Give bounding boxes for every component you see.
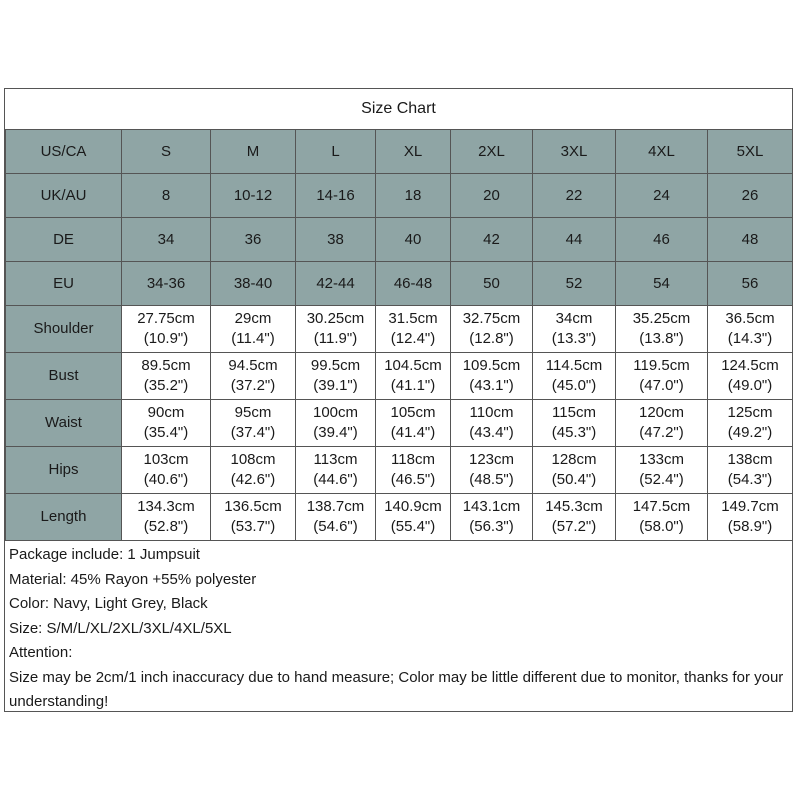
- measurement-row: [6, 306, 793, 353]
- row-label: DE: [6, 218, 122, 262]
- inch-value: (39.4"): [313, 424, 358, 441]
- cm-value: 99.5cm: [310, 357, 361, 374]
- cm-value: 108cm: [230, 451, 276, 468]
- cm-value: 109.5cm: [462, 357, 521, 374]
- measurement-cell: [616, 400, 708, 447]
- chart-title: Size Chart: [361, 100, 436, 117]
- measurement-cell: [708, 400, 793, 447]
- inch-value: (48.5"): [469, 471, 514, 488]
- size-cell: 3XL: [533, 130, 616, 174]
- size-row: [6, 262, 793, 306]
- inch-value: (39.1"): [313, 377, 358, 394]
- cm-value: 138cm: [727, 451, 773, 468]
- cm-value: 104.5cm: [384, 357, 442, 374]
- inch-value: (43.4"): [469, 424, 514, 441]
- cm-value: 145.3cm: [545, 498, 603, 515]
- measurement-cell: [122, 447, 211, 494]
- measurement-cell: [451, 447, 533, 494]
- cm-value: 31.5cm: [388, 310, 438, 327]
- size-cell: S: [122, 130, 211, 174]
- measurement-cell: [122, 306, 211, 353]
- measurement-cell: [533, 400, 616, 447]
- inch-value: (46.5"): [390, 471, 436, 488]
- cm-value: 34cm: [555, 310, 593, 327]
- inch-value: (41.1"): [390, 377, 436, 394]
- cm-value: 27.75cm: [137, 310, 195, 327]
- measurement-cell: [296, 353, 376, 400]
- cm-value: 89.5cm: [141, 357, 191, 374]
- size-cell: 44: [533, 218, 616, 262]
- inch-value: (13.8"): [639, 330, 684, 347]
- inch-value: (11.4"): [231, 330, 275, 347]
- cm-value: 100cm: [312, 404, 359, 421]
- measurement-row: [6, 447, 793, 494]
- inch-value: (52.8"): [143, 518, 189, 535]
- size-chart-frame: [4, 88, 793, 712]
- cm-value: 120cm: [638, 404, 685, 421]
- size-cell: 54: [616, 262, 708, 306]
- cm-value: 134.3cm: [137, 498, 195, 515]
- inch-value: (41.4"): [390, 424, 436, 441]
- size-cell: 20: [451, 174, 533, 218]
- row-label: US/CA: [6, 130, 122, 174]
- measurement-cell: [616, 353, 708, 400]
- measurement-cell: [296, 447, 376, 494]
- inch-value: (10.9"): [143, 330, 189, 347]
- size-cell: 40: [376, 218, 451, 262]
- measurement-cell: [708, 353, 793, 400]
- measurement-label: Length: [6, 494, 122, 541]
- cm-value: 136.5cm: [224, 498, 282, 515]
- inch-value: (12.4"): [390, 330, 436, 347]
- cm-value: 95cm: [234, 404, 272, 421]
- measurement-cell: [211, 306, 296, 353]
- size-cell: 42-44: [296, 262, 376, 306]
- cm-value: 118cm: [391, 451, 435, 468]
- cm-value: 103cm: [143, 451, 189, 468]
- measurement-cell: [451, 353, 533, 400]
- size-cell: 42: [451, 218, 533, 262]
- measurement-cell: [211, 447, 296, 494]
- size-cell: XL: [376, 130, 451, 174]
- measurement-cell: [296, 494, 376, 541]
- size-cell: 48: [708, 218, 793, 262]
- cm-value: 124.5cm: [721, 357, 779, 374]
- inch-value: (54.3"): [727, 471, 773, 488]
- measurement-cell: [122, 494, 211, 541]
- cm-value: 133cm: [638, 451, 685, 468]
- size-cell: 4XL: [616, 130, 708, 174]
- cm-value: 105cm: [390, 404, 436, 421]
- attention-note: Attention:: [9, 644, 73, 661]
- inch-value: (13.3"): [551, 330, 597, 347]
- measurement-cell: [376, 306, 451, 353]
- cm-value: 128cm: [551, 451, 597, 468]
- size-table: [5, 129, 793, 541]
- inch-value: (49.2"): [727, 424, 773, 441]
- inch-value: (12.8"): [469, 330, 514, 347]
- size-cell: 22: [533, 174, 616, 218]
- measurement-cell: [533, 447, 616, 494]
- inch-value: (35.4"): [143, 424, 189, 441]
- measurement-cell: [376, 400, 451, 447]
- cm-value: 35.25cm: [632, 310, 691, 327]
- inch-value: (44.6"): [313, 471, 358, 488]
- inch-value: (55.4"): [390, 518, 436, 535]
- measurement-cell: [376, 353, 451, 400]
- inch-value: (47.2"): [639, 424, 684, 441]
- measurement-cell: [211, 400, 296, 447]
- inch-value: (57.2"): [551, 518, 597, 535]
- measurement-cell: [533, 353, 616, 400]
- measurement-row: [6, 353, 793, 400]
- size-cell: 26: [708, 174, 793, 218]
- measurement-cell: [616, 306, 708, 353]
- size-cell: 50: [451, 262, 533, 306]
- inch-value: (14.3"): [727, 330, 773, 347]
- size-cell: 56: [708, 262, 793, 306]
- measurement-cell: [296, 306, 376, 353]
- measurement-cell: [616, 494, 708, 541]
- measurement-row: [6, 494, 793, 541]
- disclaimer-note: Size may be 2cm/1 inch inaccuracy due to hand measure; Color may be little different due to monitor, thanks for your understanding!: [9, 668, 784, 710]
- measurement-cell: [451, 400, 533, 447]
- cm-value: 119.5cm: [633, 357, 690, 374]
- size-row: [6, 218, 793, 262]
- material-note: Material: 45% Rayon +55% polyester: [9, 570, 257, 588]
- cm-value: 30.25cm: [306, 310, 365, 327]
- cm-value: 138.7cm: [306, 498, 365, 515]
- cm-value: 125cm: [727, 404, 773, 421]
- cm-value: 115cm: [552, 404, 596, 421]
- cm-value: 123cm: [468, 451, 515, 468]
- measurement-cell: [708, 494, 793, 541]
- measurement-label: Hips: [6, 447, 122, 494]
- color-note: Color: Navy, Light Grey, Black: [9, 595, 208, 612]
- size-cell: L: [296, 130, 376, 174]
- size-cell: 2XL: [451, 130, 533, 174]
- size-cell: 38: [296, 218, 376, 262]
- row-label: UK/AU: [6, 174, 122, 218]
- cm-value: 143.1cm: [462, 498, 521, 515]
- size-cell: 8: [122, 174, 211, 218]
- cm-value: 90cm: [147, 404, 185, 421]
- measurement-cell: [211, 494, 296, 541]
- measurement-cell: [708, 447, 793, 494]
- inch-value: (37.2"): [230, 377, 276, 394]
- size-cell: 46-48: [376, 262, 451, 306]
- cm-value: 149.7cm: [721, 498, 779, 515]
- size-cell: 24: [616, 174, 708, 218]
- cm-value: 113cm: [313, 451, 358, 468]
- size-cell: 14-16: [296, 174, 376, 218]
- inch-value: (45.3"): [551, 424, 597, 441]
- measurement-cell: [376, 494, 451, 541]
- size-row: [6, 174, 793, 218]
- measurement-cell: [708, 306, 793, 353]
- size-cell: M: [211, 130, 296, 174]
- size-cell: 10-12: [211, 174, 296, 218]
- row-label: EU: [6, 262, 122, 306]
- measurement-cell: [451, 494, 533, 541]
- cm-value: 147.5cm: [632, 498, 691, 515]
- size-row: [6, 130, 793, 174]
- measurement-label: Bust: [6, 353, 122, 400]
- cm-value: 94.5cm: [228, 357, 278, 374]
- size-cell: 46: [616, 218, 708, 262]
- measurement-label: Waist: [6, 400, 122, 447]
- cm-value: 32.75cm: [462, 310, 521, 327]
- measurement-cell: [451, 306, 533, 353]
- product-notes: [5, 543, 792, 715]
- cm-value: 29cm: [234, 310, 272, 327]
- inch-value: (52.4"): [639, 471, 684, 488]
- size-cell: 34: [122, 218, 211, 262]
- cm-value: 140.9cm: [384, 498, 442, 515]
- inch-value: (50.4"): [551, 471, 597, 488]
- cm-value: 114.5cm: [545, 357, 603, 374]
- cm-value: 110cm: [469, 404, 514, 421]
- inch-value: (35.2"): [143, 377, 189, 394]
- package-note: Package include: 1 Jumpsuit: [9, 546, 200, 563]
- size-cell: 34-36: [122, 262, 211, 306]
- measurement-cell: [533, 494, 616, 541]
- measurement-cell: [616, 447, 708, 494]
- inch-value: (11.9"): [313, 330, 358, 347]
- measurement-cell: [122, 353, 211, 400]
- measurement-cell: [296, 400, 376, 447]
- measurement-cell: [533, 306, 616, 353]
- size-note: Size: S/M/L/XL/2XL/3XL/4XL/5XL: [9, 619, 232, 637]
- inch-value: (40.6"): [143, 471, 189, 488]
- inch-value: (43.1"): [469, 377, 514, 394]
- measurement-cell: [376, 447, 451, 494]
- inch-value: (53.7"): [230, 518, 276, 535]
- size-cell: 5XL: [708, 130, 793, 174]
- size-cell: 52: [533, 262, 616, 306]
- inch-value: (37.4"): [230, 424, 276, 441]
- inch-value: (54.6"): [313, 518, 358, 535]
- cm-value: 36.5cm: [725, 310, 775, 327]
- measurement-cell: [122, 400, 211, 447]
- inch-value: (58.0"): [639, 518, 684, 535]
- size-cell: 18: [376, 174, 451, 218]
- measurement-label: Shoulder: [6, 306, 122, 353]
- inch-value: (56.3"): [469, 518, 514, 535]
- inch-value: (49.0"): [727, 377, 773, 394]
- inch-value: (45.0"): [551, 377, 597, 394]
- size-cell: 38-40: [211, 262, 296, 306]
- inch-value: (42.6"): [230, 471, 276, 488]
- measurement-cell: [211, 353, 296, 400]
- size-cell: 36: [211, 218, 296, 262]
- measurement-row: [6, 400, 793, 447]
- inch-value: (47.0"): [639, 377, 684, 394]
- inch-value: (58.9"): [727, 518, 773, 535]
